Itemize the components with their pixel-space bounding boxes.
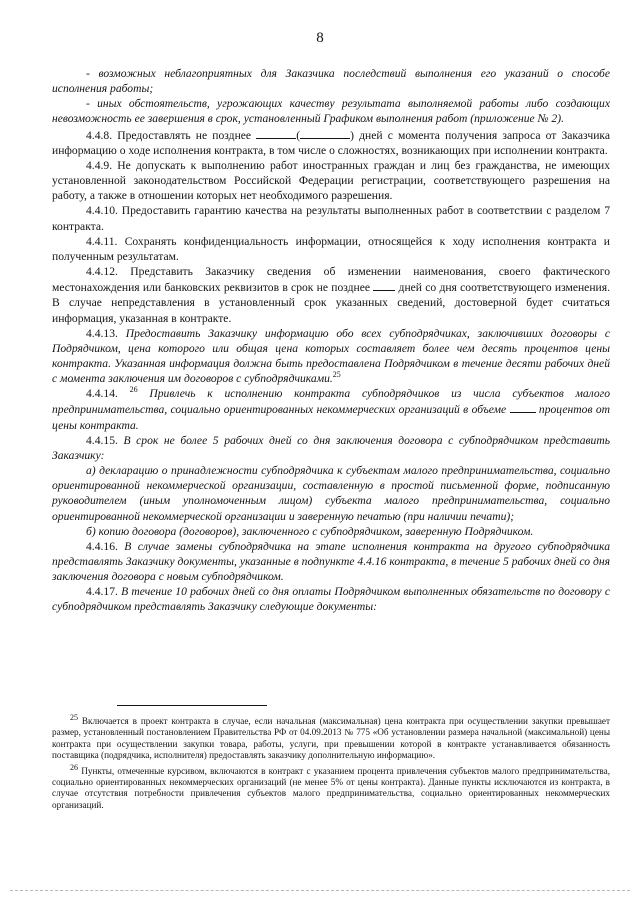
footnote-mark: 26 xyxy=(70,762,78,772)
footnote-text: Включается в проект контракта в случае, если начальная (максимальная) цена контракта при осуществлении закупки превышает размер, установленный постановлением Правительства РФ от 04.09.2013 № 775 «Об установлении размера начальной (максимальной) цены контракта при осуществлении закупки товара, работы, услуги, при превышении которой в контракте устанавливается обязанность поставщика (подрядчика, исполнителя) предоставлять заказчику дополнительную информацию». xyxy=(52,716,610,761)
clause-4-4-8-rest: ) дней с момента получения запроса от Заказчика информацию о ходе исполнения контракта, в том числе о сложностях, возникающих при исполнении контракта. xyxy=(52,128,611,157)
clause-4-4-13 xyxy=(52,326,610,387)
blank-field xyxy=(300,127,350,139)
clause-4-4-16-text: В случае замены субподрядчика на этапе исполнения контракта на другого субподрядчика представлять Заказчику документы, указанные в подпункте 4.4.16 контракта, в течение 5 рабочих дней со дня заключения договора с новым субподрядчиком. xyxy=(52,539,610,584)
footnote-ref-26: 26 xyxy=(129,385,138,395)
scan-border xyxy=(10,890,630,891)
footnote-text: Пункты, отмеченные курсивом, включаются в контракт с указанием процента привлечения субъектов малого предпринимательства, социально ориентированных некоммерческих организаций (не менее 5% от цены контракта). Данные пункты исключаются из контракта, в случае отсутствия потребности привлечения субъектов малого предпринимательства, социально ориентированных некоммерческих организаций. xyxy=(52,765,610,810)
clause-4-4-14-rest: процентов от цены контракта. xyxy=(52,403,611,432)
clause-4-4-11: 4.4.11. Сохранять конфиденциальность информации, относящейся к ходу исполнения контракта и полученным результатам. xyxy=(52,234,610,263)
footnotes xyxy=(52,712,610,811)
clause-4-4-17 xyxy=(52,584,610,614)
clause-4-4-14-text: Привлечь к исполнению контракта субподрядчиков из числа субъектов малого предпринимательства, социально ориентированных некоммерческих организаций в объеме xyxy=(52,387,610,417)
footnote-26 xyxy=(52,762,610,812)
clause-4-4-13-number: 4.4.13. xyxy=(86,326,118,340)
contract-body xyxy=(52,66,610,615)
subclause-a: а) декларацию о принадлежности субподрядчика к субъектам малого предпринимательства, социально ориентированной некоммерческой организации, составленную в простой письменной форме, подписанную руководителем (иным уполномоченным лицом) субъекта малого предпринимательства, социально ориентированной некоммерческой организации и заверенную печатью (при наличии печати); xyxy=(52,464,610,523)
clause-4-4-15-text: В срок не более 5 рабочих дней со дня заключения договора с субподрядчиком представить Заказчику: xyxy=(52,433,610,462)
footnote-25 xyxy=(52,712,610,762)
clause-4-4-9: 4.4.9. Не допускать к выполнению работ иностранных граждан и лиц без гражданства, не имеющих установленной законодательством Российской Федерации регистрации, соответствующего разрешения на работу, а также в отношении которых нет необходимого разрешения. xyxy=(52,158,610,203)
paragraph-circumstances: - иных обстоятельств, угрожающих качеству результата выполняемой работы либо создающих невозможность ее завершения в срок, установленный Графиком выполнения работ (приложение № 2). xyxy=(52,97,610,126)
blank-field xyxy=(256,127,296,139)
footnote-mark: 25 xyxy=(70,712,78,722)
clause-4-4-13-text: Предоставить Заказчику информацию обо всех субподрядчиках, заключивших договоры с Подрядчиком, цена которого или общая цена которых составляет более чем десять процентов цены контракта. Указанная информация должна быть предоставлена Подрядчиком в течение десяти рабочих дней с момента заключения им договоров с субподрядчиками. xyxy=(52,326,610,386)
clause-4-4-12-rest: дней со дня соответствующего изменения. В случае непредставления в установленный срок указанных сведений, достоверной будет считаться информация, указанная в контракте. xyxy=(52,281,610,325)
clause-4-4-15 xyxy=(52,433,610,463)
clause-4-4-15-number: 4.4.15. xyxy=(86,433,118,447)
footnote-separator xyxy=(117,705,267,706)
page-number: 8 xyxy=(316,30,324,46)
blank-field xyxy=(373,279,395,291)
clause-4-4-17-number: 4.4.17. xyxy=(86,585,118,599)
clause-4-4-10: 4.4.10. Предоставить гарантию качества на результаты выполненных работ в соответствии с разделом 7 контракта. xyxy=(52,204,610,233)
clause-4-4-16-number: 4.4.16. xyxy=(86,539,118,553)
clause-4-4-14 xyxy=(52,386,610,432)
clause-4-4-17-text: В течение 10 рабочих дней со дня оплаты Подрядчиком выполненных обязательств по договору с субподрядчиком представлять Заказчику следующие документы: xyxy=(52,585,610,614)
paragraph-consequences: - возможных неблагоприятных для Заказчика последствий выполнения его указаний о способе исполнения работы; xyxy=(52,67,610,96)
clause-4-4-14-number: 4.4.14. xyxy=(86,387,118,401)
footnote-ref-25: 25 xyxy=(332,370,341,380)
clause-4-4-12-lead: 4.4.12. Представить Заказчику сведения об изменении наименования, своего фактического местонахождения или банковских реквизитов в срок не позднее xyxy=(52,265,610,295)
clause-4-4-8-lead: 4.4.8. Предоставлять не позднее xyxy=(86,128,252,142)
clause-4-4-8-paren: ( xyxy=(296,128,301,142)
clause-4-4-8 xyxy=(52,127,610,158)
clause-4-4-16 xyxy=(52,539,610,584)
clause-4-4-12 xyxy=(52,264,610,326)
subclause-b: б) копию договора (договоров), заключенного с субподрядчиком, заверенную Подрядчиком. xyxy=(86,524,534,538)
blank-field xyxy=(510,401,536,413)
